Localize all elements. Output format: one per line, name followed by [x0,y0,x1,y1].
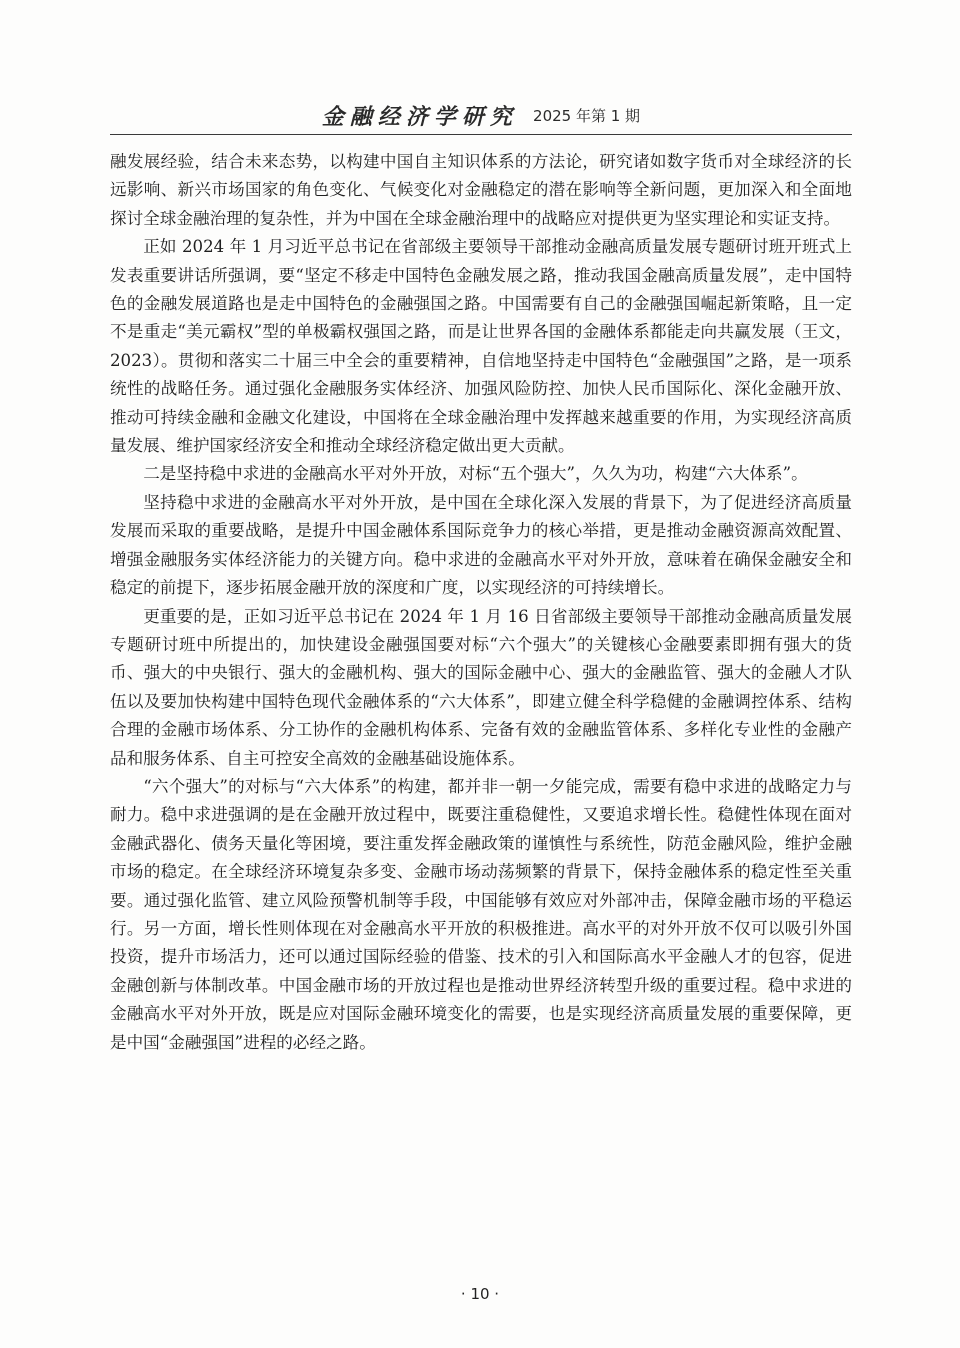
section-heading-paragraph: 二是坚持稳中求进的金融高水平对外开放，对标“五个强大”，久久为功，构建“六大体系”。 [143,464,808,484]
paragraph-continued: 融发展经验，结合未来态势，以构建中国自主知识体系的方法论，研究诸如数字货币对全球经济的长远影响、新兴市场国家的角色变化、气候变化对金融稳定的潜在影响等全新问题，更加深入和全面地探讨全球金融治理的复杂性，并为中国在全球金融治理中的战略应对提供更为坚实理论和实证支持。 [110,152,852,228]
journal-title: 金融经济学研究 [321,104,518,130]
paragraph: 正如 2024 年 1 月习近平总书记在省部级主要领导干部推动金融高质量发展专题研讨班开班式上发表重要讲话所强调，要“坚定不移走中国特色金融发展之路，推动我国金融高质量发展”，走中国特色的金融发展道路也是走中国特色的金融强国之路。中国需要有自己的金融强国崛起新策略，且一定不是重走“美元霸权”型的单极霸权强国之路，而是让世界各国的金融体系都能走向共赢发展（王文，2023）。贯彻和落实二十届三中全会的重要精神，自信地坚持走中国特色“金融强国”之路，是一项系统性的战略任务。通过强化金融服务实体经济、加强风险防控、加快人民币国际化、深化金融开放、推动可持续金融和金融文化建设，中国将在全球金融治理中发挥越来越重要的作用，为实现经济高质量发展、维护国家经济安全和推动全球经济稳定做出更大贡献。 [110,237,852,456]
page-number: · 10 · [460,1285,500,1303]
header-rule [110,134,852,135]
paragraph: 更重要的是，正如习近平总书记在 2024 年 1 月 16 日省部级主要领导干部推动金融高质量发展专题研讨班中所提出的，加快建设金融强国要对标“六个强大”的关键核心金融要素即拥有强大的货币、强大的中央银行、强大的金融机构、强大的国际金融中心、强大的金融监管、强大的金融人才队伍以及要加快构建中国特色现代金融体系的“六大体系”，即建立健全科学稳健的金融调控体系、结构合理的金融市场体系、分工协作的金融机构体系、完备有效的金融监管体系、多样化专业性的金融产品和服务体系、自主可控安全高效的金融基础设施体系。 [110,606,852,768]
issue-label: 2025 年第 1 期 [533,107,641,125]
paragraph: 坚持稳中求进的金融高水平对外开放，是中国在全球化深入发展的背景下，为了促进经济高质量发展而采取的重要战略，是提升中国金融体系国际竞争力的核心举措，更是推动金融资源高效配置、增强金融服务实体经济能力的关键方向。稳中求进的金融高水平对外开放，意味着在确保金融安全和稳定的前提下，逐步拓展金融开放的深度和广度，以实现经济的可持续增长。 [110,492,852,598]
paragraph: “六个强大”的对标与“六大体系”的构建，都并非一朝一夕能完成，需要有稳中求进的战略定力与耐力。稳中求进强调的是在金融开放过程中，既要注重稳健性，又要追求增长性。稳健性体现在面对金融武器化、债务天量化等困境，要注重发挥金融政策的谨慎性与系统性，防范金融风险，维护金融市场的稳定。在全球经济环境复杂多变、金融市场动荡频繁的背景下，保持金融体系的稳定性至关重要。通过强化监管、建立风险预警机制等手段，中国能够有效应对外部冲击，保障金融市场的平稳运行。另一方面，增长性则体现在对金融高水平开放的积极推进。高水平的对外开放不仅可以吸引外国投资，提升市场活力，还可以通过国际经验的借鉴、技术的引入和国际高水平金融人才的包容，促进金融创新与体制改革。中国金融市场的开放过程也是推动世界经济转型升级的重要过程。稳中求进的金融高水平对外开放，既是应对国际金融环境变化的需要，也是实现经济高质量发展的重要保障，更是中国“金融强国”进程的必经之路。 [110,776,852,1052]
body-text [110,148,852,1057]
